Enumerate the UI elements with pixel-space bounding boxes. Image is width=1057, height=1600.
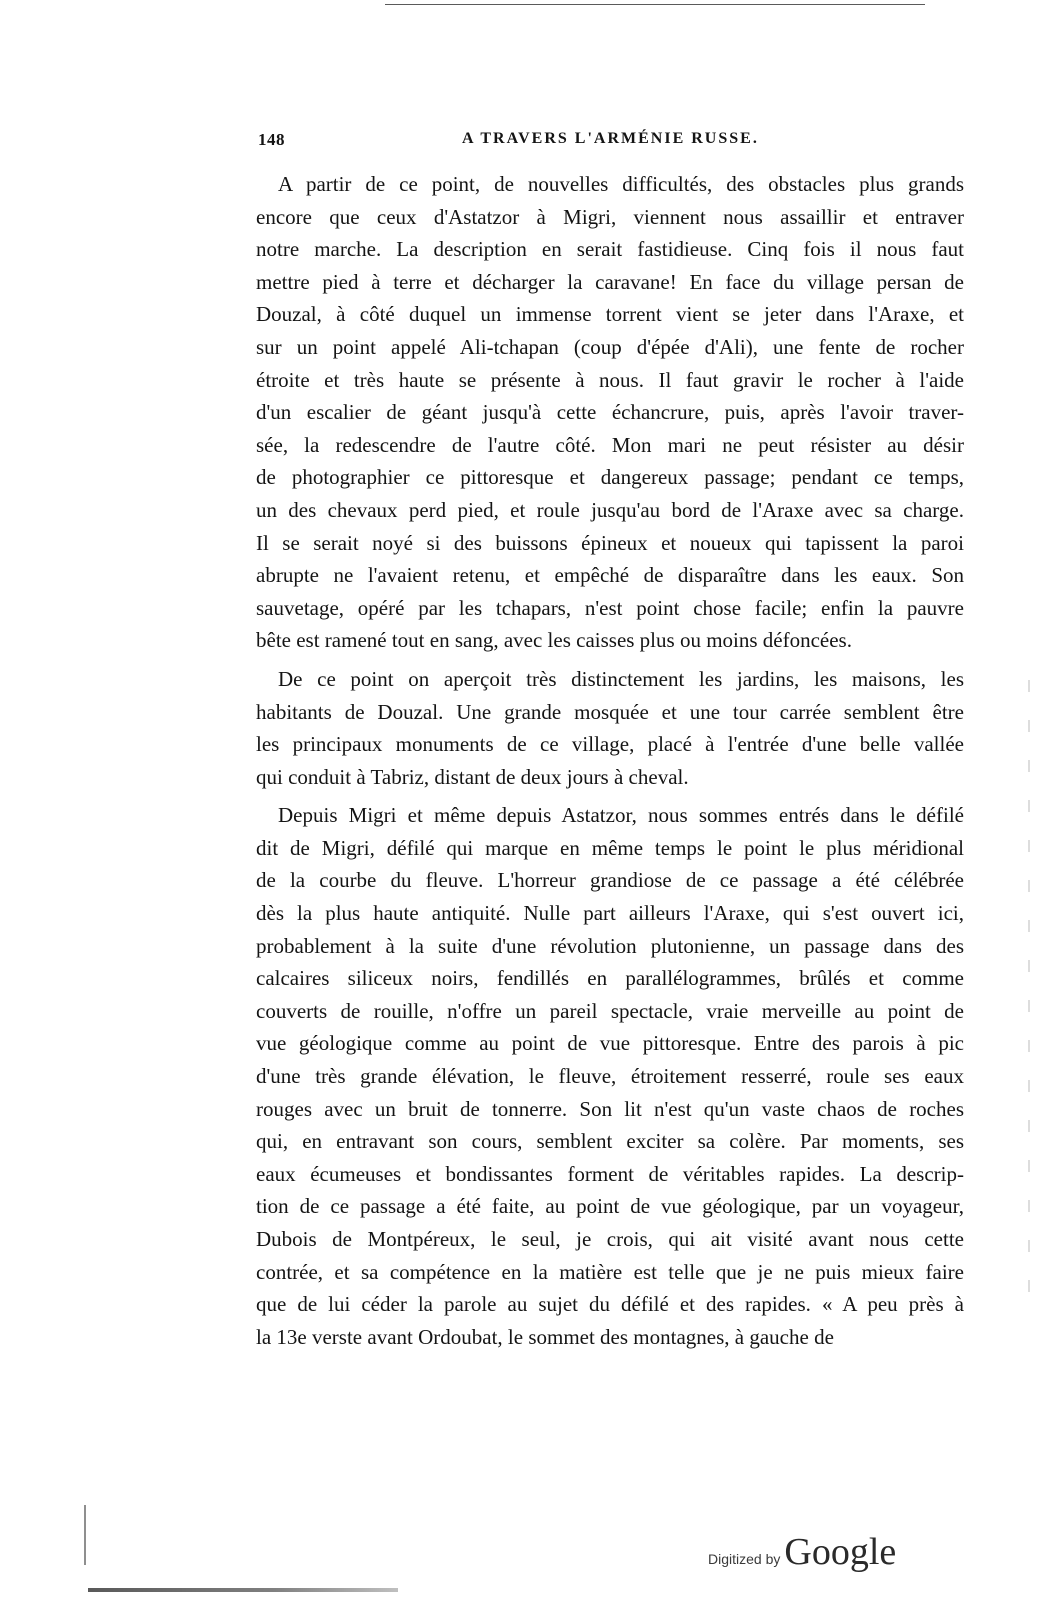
- text-line: étroite et très haute se présente à nous. Il faut gravir le rocher à l'aide: [256, 367, 964, 392]
- text-line: de photographier ce pittoresque et dangereux passage; pendant ce temps,: [256, 465, 964, 490]
- text-line: sée, la redescendre de l'autre côté. Mon mari ne peut résister au désir: [256, 432, 964, 457]
- text-line: dès la plus haute antiquité. Nulle part ailleurs l'Araxe, qui s'est ouvert ici,: [256, 901, 964, 926]
- text-line: eaux écumeuses et bondissantes forment de véritables rapides. La descrip-: [256, 1161, 964, 1186]
- text-line: Il se serait noyé si des buissons épineux et noueux qui tapissent la paroi: [256, 530, 964, 555]
- paragraph: [256, 663, 964, 793]
- text-line: abrupte ne l'avaient retenu, et empêché de disparaître dans les eaux. Son: [256, 563, 964, 588]
- text-line: la 13e verste avant Ordoubat, le sommet des montagnes, à gauche de: [256, 1324, 834, 1349]
- text-line: Depuis Migri et même depuis Astatzor, nous sommes entrés dans le défilé: [278, 803, 964, 828]
- text-line: rouges avec un bruit de tonnerre. Son lit n'est qu'un vaste chaos de roches: [256, 1096, 964, 1121]
- text-line: calcaires siliceux noirs, fendillés en parallélogrammes, brûlés et comme: [256, 966, 964, 991]
- digitization-footer: [708, 1530, 896, 1580]
- page-number: 148: [258, 130, 285, 149]
- text-line: de la courbe du fleuve. L'horreur grandiose de ce passage a été célébrée: [256, 868, 964, 893]
- scan-edge-mark: [84, 1505, 86, 1565]
- text-line: De ce point on aperçoit très distinctement les jardins, les maisons, les: [278, 666, 964, 691]
- text-line: sur un point appelé Ali-tchapan (coup d'épée d'Ali), une fente de rocher: [256, 334, 964, 359]
- google-logo: Google: [784, 1531, 897, 1573]
- text-line: d'un escalier de géant jusqu'à cette échancrure, puis, après l'avoir traver-: [256, 400, 964, 425]
- digitized-by-label: Digitized by: [708, 1551, 781, 1567]
- text-line: sauvetage, opéré par les tchapars, n'est point chose facile; enfin la pauvre: [256, 595, 964, 620]
- body-text: [256, 168, 964, 1359]
- text-line: qui conduit à Tabriz, distant de deux jours à cheval.: [256, 764, 689, 789]
- scan-top-rule: [385, 4, 925, 5]
- paragraph: [256, 799, 964, 1353]
- scan-bottom-edge: [88, 1588, 398, 1592]
- text-line: d'une très grande élévation, le fleuve, étroitement resserré, roule ses eaux: [256, 1064, 964, 1089]
- text-line: notre marche. La description en serait fastidieuse. Cinq fois il nous faut: [256, 237, 964, 262]
- text-line: encore que ceux d'Astatzor à Migri, viennent nous assaillir et entraver: [256, 204, 964, 229]
- paragraph: [256, 168, 964, 657]
- text-line: habitants de Douzal. Une grande mosquée et une tour carrée semblent être: [256, 699, 964, 724]
- page-header: [258, 130, 964, 160]
- scan-edge-marks: [1028, 680, 1030, 1300]
- text-line: A partir de ce point, de nouvelles difficultés, des obstacles plus grands: [278, 172, 964, 196]
- text-line: bête est ramené tout en sang, avec les caisses plus ou moins défoncées.: [256, 628, 852, 653]
- running-title: A TRAVERS L'ARMÉNIE RUSSE.: [462, 130, 759, 147]
- text-line: Dubois de Montpéreux, le seul, je crois, qui ait visité avant nous cette: [256, 1227, 964, 1251]
- text-line: un des chevaux perd pied, et roule jusqu'au bord de l'Araxe avec sa charge.: [256, 497, 964, 522]
- text-line: Douzal, à côté duquel un immense torrent vient se jeter dans l'Araxe, et: [256, 302, 964, 327]
- text-line: les principaux monuments de ce village, placé à l'entrée d'une belle vallée: [256, 732, 964, 757]
- text-line: dit de Migri, défilé qui marque en même temps le point le plus méridional: [256, 835, 964, 860]
- text-line: tion de ce passage a été faite, au point de vue géologique, par un voyageur,: [256, 1194, 964, 1219]
- text-line: contrée, et sa compétence en la matière est telle que je ne puis mieux faire: [256, 1259, 964, 1284]
- text-line: vue géologique comme au point de vue pittoresque. Entre des parois à pic: [256, 1031, 964, 1056]
- text-line: qui, en entravant son cours, semblent exciter sa colère. Par moments, ses: [256, 1129, 964, 1154]
- text-line: couverts de rouille, n'offre un pareil spectacle, vraie merveille au point de: [256, 998, 964, 1023]
- text-line: probablement à la suite d'une révolution plutonienne, un passage dans des: [256, 933, 964, 958]
- text-line: que de lui céder la parole au sujet du défilé et des rapides. « A peu près à: [256, 1292, 964, 1317]
- text-line: mettre pied à terre et décharger la caravane! En face du village persan de: [256, 269, 964, 294]
